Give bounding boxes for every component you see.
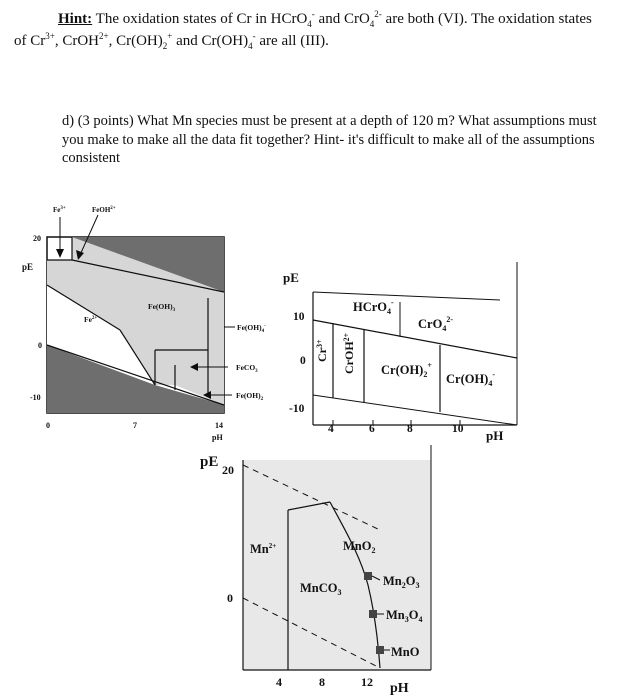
cr-ytick-10: 10	[293, 311, 305, 323]
cr-xlabel: pH	[486, 428, 504, 443]
mn-region-mn2: Mn	[250, 542, 269, 556]
svg-text:Cr(OH)4-: $Cr(OH)_4^-$	[446, 370, 496, 388]
hint-line1-a: The oxidation states of Cr in HCrO	[95, 11, 308, 27]
mn-marker-mn3o4	[369, 610, 377, 618]
cr-species-hcro4: HCrO	[353, 300, 388, 314]
mn-ytick-20: 20	[222, 463, 234, 477]
mn-side-mn2o3: Mn	[383, 574, 402, 588]
cr-ytick-neg10: -10	[289, 403, 305, 415]
mn-ytick-0: 0	[227, 591, 233, 605]
mn-xtick-12: 12	[361, 675, 373, 689]
cr-xtick-6: 6	[369, 423, 375, 435]
svg-text:Mn2+: $Mn^{2+}$	[250, 542, 277, 556]
mn-plot-area	[243, 460, 431, 670]
cr-xtick-8: 8	[407, 423, 413, 435]
cr-species-croh2: Cr(OH)	[381, 363, 424, 377]
mn-side-mno: MnO	[391, 645, 420, 659]
mn-xlabel: pH	[390, 681, 409, 696]
hint-line1-b: and CrO	[318, 11, 370, 27]
fe-xtick-0: 0	[46, 421, 50, 430]
mn-marker-mn2o3	[364, 572, 372, 580]
fe-ytick-0: 0	[38, 341, 42, 350]
cr-diagram	[283, 262, 517, 443]
svg-text:CrO42-: CrO$_4^{2-}$	[418, 315, 453, 333]
mn-region-mnco3: MnCO	[300, 581, 338, 595]
svg-text:Cr(OH)2+: $Cr(OH)_2^+$	[381, 361, 432, 379]
question-label: d) (3 points)	[62, 113, 134, 129]
mn-xtick-4: 4	[276, 675, 282, 689]
cr-species-cr3: Cr	[315, 348, 329, 362]
fe-ytick-neg10: -10	[30, 393, 41, 402]
fe-ylabel: pE	[22, 262, 34, 272]
svg-text:Fe3+: $Fe^{3+}$	[53, 206, 66, 214]
hint-line2-b: , CrOH	[54, 33, 99, 49]
svg-text:Fe(OH)2: $Fe(OH)_2$	[236, 391, 264, 402]
hint-line1-c: are both (VI). The oxidation states	[385, 11, 592, 27]
cr-species-croh: CrOH	[342, 341, 356, 374]
svg-text:Mn2O3: $Mn_2O_3$	[383, 574, 420, 590]
fe-side-feco3: FeCO	[236, 363, 256, 372]
hint-line2-e: are all (III).	[259, 33, 329, 49]
mn-side-mn3o4: Mn	[386, 608, 405, 622]
svg-text:MnCO3: MnCO$_3$	[300, 581, 342, 597]
mn-ylabel: pE	[200, 454, 219, 470]
cr-species-croh4: Cr(OH)	[446, 372, 489, 386]
fe-top-label-feoh: FeOH	[92, 206, 111, 214]
svg-text:Cr3+: $Cr^{3+}$	[315, 339, 329, 362]
cr-upper-boundary	[313, 292, 500, 300]
svg-text:Fe(OH)4-: $Fe(OH)_4^-$	[237, 323, 266, 334]
cr-species-cro4: CrO	[418, 317, 443, 331]
svg-text:Fe2+: $Fe^{2+}$	[84, 315, 98, 324]
fe-xtick-14: 14	[215, 421, 223, 430]
hint-paragraph: Hint: The oxidation states of Cr in HCrO$_4$- and CrO$_4^{2-}$ are both (VI). The oxidation states of $Cr^{3+}$, CrOH$^{2+}$, $Cr(OH)_2^+$ and $Cr(OH)_4^-$ are all (III).	[14, 9, 592, 51]
cr-xtick-4: 4	[328, 423, 334, 435]
svg-text:HCrO4-: HCrO$_4$-	[353, 298, 394, 316]
fe-region-fe2: Fe	[84, 315, 92, 324]
hint-line2-a: of Cr	[14, 33, 46, 49]
mn-region-mno2: MnO	[343, 539, 372, 553]
cr-ytick-0: 0	[300, 355, 306, 367]
fe-side-feoh2: Fe(OH)	[236, 391, 261, 400]
svg-text:CrOH2+: CrOH$^{2+}$	[342, 332, 356, 374]
question-text: What Mn species must be present at a depth of 120 m? What assumptions must you make to make all the data fit together? Hint- it's difficult to make all of the assumptions consistent	[62, 113, 597, 166]
cr-lower-boundary	[313, 395, 517, 425]
fe-xlabel: pH	[212, 433, 223, 442]
hint-line2-d: and Cr(OH)	[176, 33, 249, 49]
fe-side-feoh4: Fe(OH)	[237, 323, 262, 332]
hint-lead: Hint:	[58, 11, 93, 27]
fe-xtick-7: 7	[133, 421, 137, 430]
fe-top-label-fe3: Fe	[53, 206, 61, 214]
fe-diagram	[22, 206, 266, 442]
svg-text:MnO2: MnO$_2$	[343, 539, 376, 555]
svg-text:FeCO3: FeCO$_3$	[236, 363, 258, 374]
svg-text:Fe(OH)3: $Fe(OH)_3$	[148, 302, 176, 313]
svg-text:FeOH2+: FeOH$^{2+}$	[92, 206, 116, 214]
mn-xtick-8: 8	[319, 675, 325, 689]
cr-ylabel: pE	[283, 270, 299, 285]
mn-diagram	[200, 445, 431, 696]
cr-xtick-10: 10	[452, 423, 464, 435]
svg-text:Mn3O4: $Mn_3O_4$	[386, 608, 423, 624]
fe-ytick-20: 20	[33, 234, 41, 243]
fe-region-feoh3: Fe(OH)	[148, 302, 173, 311]
hint-line2-c: , Cr(OH)	[108, 33, 163, 49]
mn-marker-mno	[376, 646, 384, 654]
